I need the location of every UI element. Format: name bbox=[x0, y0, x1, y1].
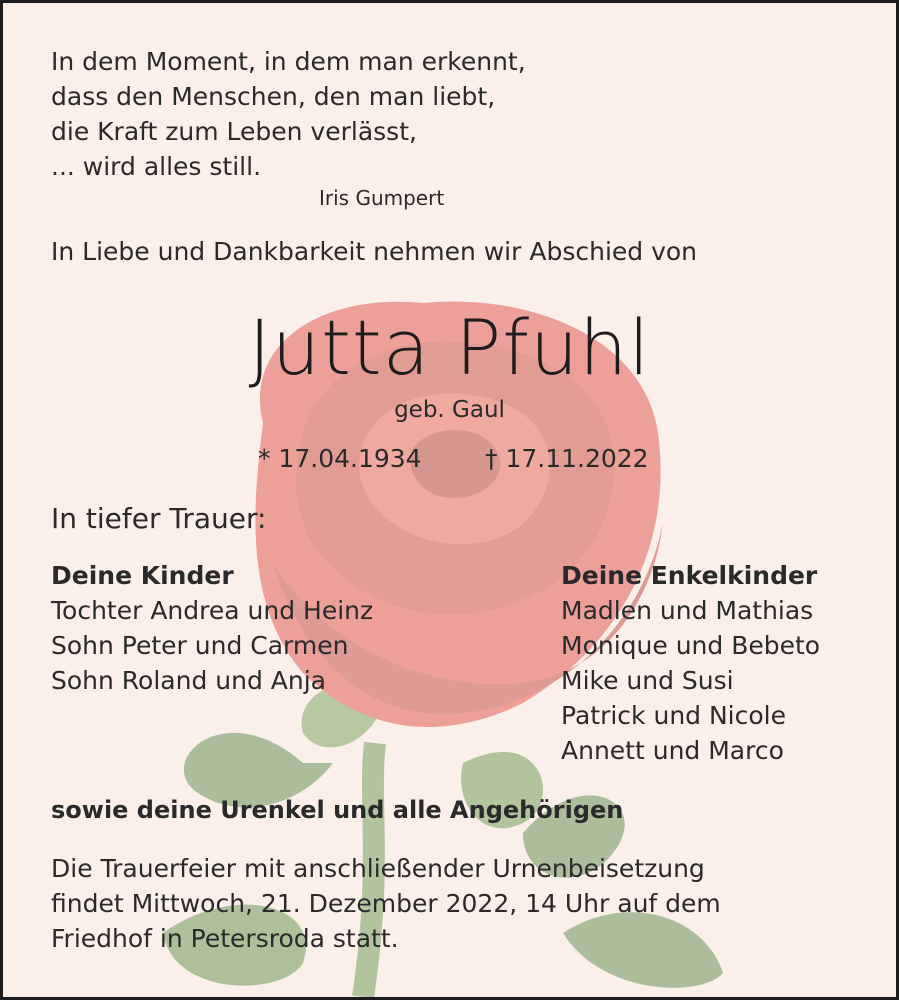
list-item: Monique und Bebeto bbox=[561, 631, 821, 660]
grandchildren-list bbox=[561, 558, 820, 768]
poem-line: die Kraft zum Leben verlässt, bbox=[51, 117, 417, 146]
list-item: Patrick und Nicole bbox=[561, 701, 786, 730]
poem bbox=[51, 44, 526, 184]
list-item: Sohn Peter und Carmen bbox=[51, 631, 349, 660]
poem-line: ... wird alles still. bbox=[51, 152, 262, 181]
funeral-notice bbox=[51, 851, 721, 956]
list-item: Sohn Roland und Anja bbox=[51, 666, 326, 695]
other-mourners: sowie deine Urenkel und alle Angehörigen bbox=[51, 796, 624, 824]
poem-line: dass den Menschen, den man liebt, bbox=[51, 82, 496, 111]
poem-line: In dem Moment, in dem man erkennt, bbox=[51, 47, 526, 76]
funeral-line: findet Mittwoch, 21. Dezember 2022, 14 Uhr auf dem bbox=[51, 889, 721, 918]
birth-name: geb. Gaul bbox=[394, 397, 505, 423]
children-list bbox=[51, 558, 373, 698]
poem-author: Iris Gumpert bbox=[319, 186, 445, 210]
list-item: Mike und Susi bbox=[561, 666, 734, 695]
farewell-intro: In Liebe und Dankbarkeit nehmen wir Abschied von bbox=[51, 237, 698, 266]
children-heading: Deine Kinder bbox=[51, 561, 234, 590]
funeral-line: Friedhof in Petersroda statt. bbox=[51, 924, 399, 953]
list-item: Madlen und Mathias bbox=[561, 596, 814, 625]
deceased-name: Jutta Pfuhl bbox=[248, 303, 651, 392]
obituary-content bbox=[3, 3, 896, 997]
death-date: † 17.11.2022 bbox=[485, 444, 649, 473]
list-item: Tochter Andrea und Heinz bbox=[51, 596, 374, 625]
birth-date: * 17.04.1934 bbox=[258, 444, 422, 473]
list-item: Annett und Marco bbox=[561, 736, 784, 765]
funeral-line: Die Trauerfeier mit anschließender Urnenbeisetzung bbox=[51, 854, 705, 883]
grandchildren-heading: Deine Enkelkinder bbox=[561, 561, 818, 590]
mourning-heading: In tiefer Trauer: bbox=[51, 502, 267, 535]
